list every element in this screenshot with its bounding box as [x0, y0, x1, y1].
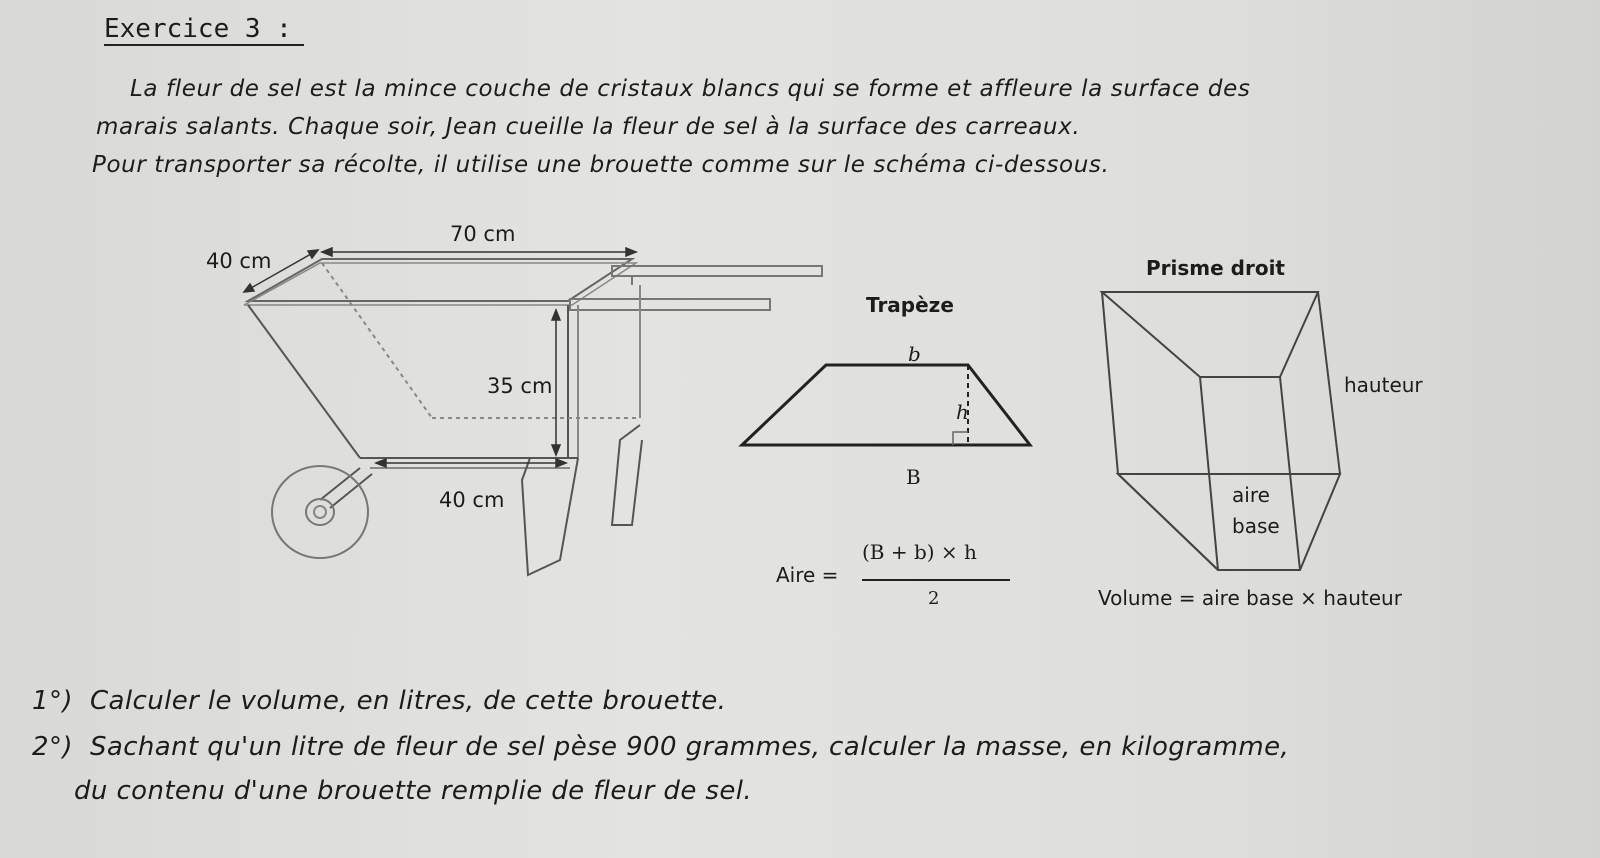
- formula-left: Aire =: [776, 563, 839, 587]
- label-40cm-bottom: 40 cm: [439, 488, 505, 512]
- prism-title: Prisme droit: [1146, 256, 1285, 280]
- trapezoid-large-base: B: [906, 465, 921, 489]
- prism-drawing: [1102, 292, 1340, 570]
- prism-base-label-2: base: [1232, 514, 1280, 538]
- prism-base-label-1: aire: [1232, 483, 1270, 507]
- prism-height-label: hauteur: [1344, 373, 1423, 397]
- formula-numerator: (B + b) × h: [862, 540, 977, 564]
- tub-left-edge: [248, 305, 360, 458]
- wheelbarrow-rim: [248, 259, 632, 301]
- question-1-text: Calculer le volume, en litres, de cette brouette.: [90, 686, 727, 716]
- label-70cm: 70 cm: [450, 222, 516, 246]
- label-35cm: 35 cm: [487, 374, 553, 398]
- intro-line-2: marais salants. Chaque soir, Jean cueille la fleur de sel à la surface des carreaux.: [96, 114, 1081, 140]
- label-40cm-depth: 40 cm: [206, 249, 272, 273]
- prism-volume-formula: Volume = aire base × hauteur: [1098, 586, 1402, 610]
- question-2-text: Sachant qu'un litre de fleur de sel pèse 900 grammes, calculer la masse, en kilogramme,: [90, 732, 1290, 762]
- trapezoid-drawing: [742, 365, 1030, 445]
- question-2-number: 2°): [32, 732, 73, 762]
- intro-line-1: La fleur de sel est la mince couche de cristaux blancs qui se forme et affleure la surface des: [130, 76, 1251, 102]
- wheel: [272, 466, 368, 558]
- question-2-text-cont: du contenu d'une brouette remplie de fleur de sel.: [74, 776, 753, 806]
- exercise-title: Exercice 3 :: [104, 14, 292, 44]
- intro-line-3: Pour transporter sa récolte, il utilise une brouette comme sur le schéma ci-dessous.: [92, 152, 1110, 178]
- trapezoid-small-base: b: [908, 342, 921, 366]
- trapezoid-height: h: [956, 400, 969, 424]
- question-1-number: 1°): [32, 686, 73, 716]
- wheelbarrow-drawing: [244, 259, 822, 575]
- formula-denominator: 2: [928, 588, 940, 609]
- trapezoid-title: Trapèze: [866, 293, 954, 317]
